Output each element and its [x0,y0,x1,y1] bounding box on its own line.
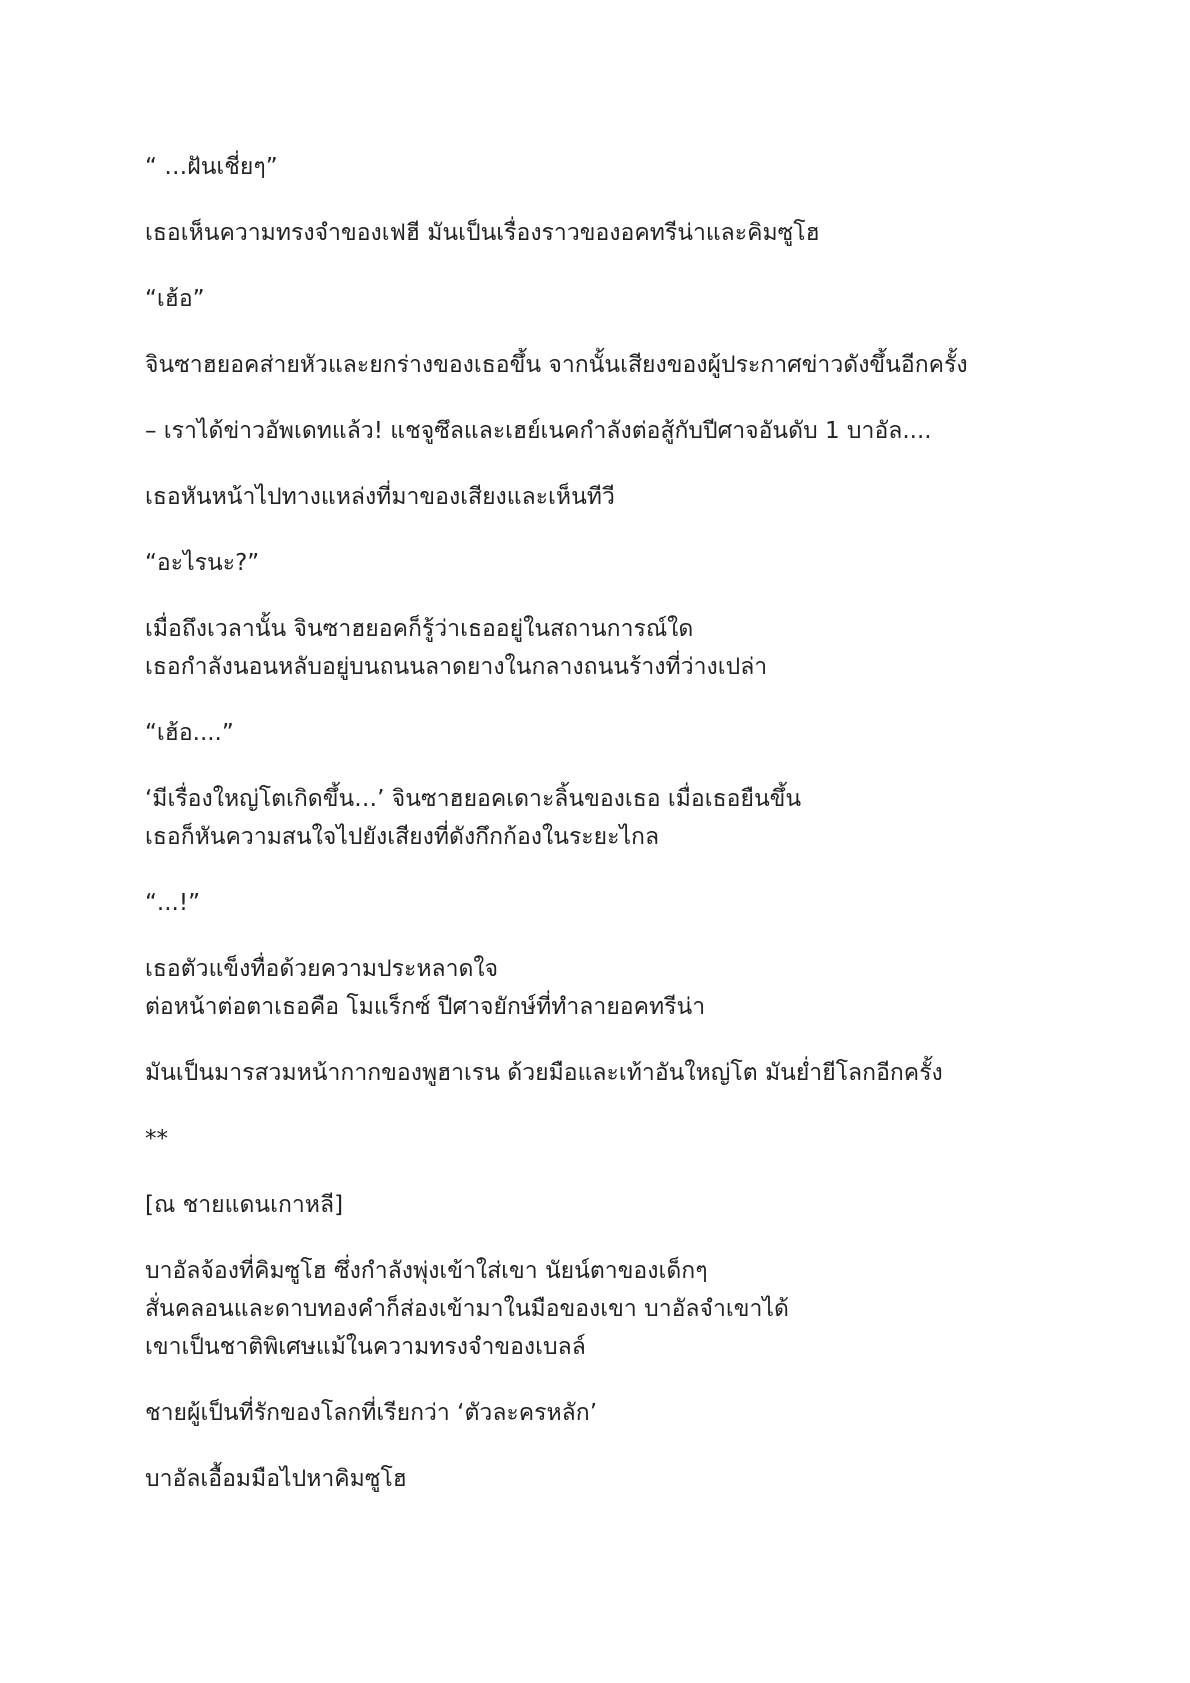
section-divider [145,1120,1105,1158]
paragraph [145,610,1105,686]
paragraph [145,280,1105,318]
text-line: เขาเป็นชาติพิเศษแม้ในความทรงจำของเบลล์ [145,1334,586,1360]
text-line: ** [145,1126,168,1152]
text-line: ‘มีเรื่องใหญ่โตเกิดขึ้น…’ จินซาฮยอคเดาะลิ้นของเธอ เมื่อเธอยืนขึ้น [145,786,802,812]
paragraph [145,950,1105,1026]
text-line: “เฮ้อ” [145,286,205,312]
text-line: จินซาฮยอคส่ายหัวและยกร่างของเธอขึ้น จากนั้นเสียงของผู้ประกาศข่าวดังขึ้นอีกครั้ง [145,352,968,378]
paragraph [145,780,1105,856]
paragraph [145,478,1105,516]
paragraph [145,1252,1105,1366]
text-line: ต่อหน้าต่อตาเธอคือ โมแร็กซ์ ปีศาจยักษ์ที่ทำลายอคทรีน่า [145,994,706,1020]
paragraph [145,346,1105,384]
paragraph [145,544,1105,582]
document-body [145,148,1105,1526]
text-line: เธอตัวแข็งทื่อด้วยความประหลาดใจ [145,956,499,982]
paragraph [145,1054,1105,1092]
text-line: เธอกำลังนอนหลับอยู่บนถนนลาดยางในกลางถนนร้างที่ว่างเปล่า [145,654,768,680]
text-line: สั่นคลอนและดาบทองคำก็ส่องเข้ามาในมือของเขา บาอัลจำเขาได้ [145,1296,789,1322]
paragraph [145,412,1105,450]
text-line: มันเป็นมารสวมหน้ากากของพูฮาเรน ด้วยมือและเท้าอันใหญ่โต มันย่ำยีโลกอีกครั้ง [145,1060,943,1086]
text-line: เธอก็หันความสนใจไปยังเสียงที่ดังกึกก้องในระยะไกล [145,824,660,850]
text-line: บาอัลเอื้อมมือไปหาคิมซูโฮ [145,1466,407,1492]
text-line: เธอเห็นความทรงจำของเฟฮี มันเป็นเรื่องราวของอคทรีน่าและคิมซูโฮ [145,220,820,246]
text-line: “...!” [145,890,200,916]
paragraph [145,884,1105,922]
text-line: ชายผู้เป็นที่รักของโลกที่เรียกว่า ‘ตัวละครหลัก’ [145,1400,598,1426]
text-line: เมื่อถึงเวลานั้น จินซาฮยอคก็รู้ว่าเธออยู่ในสถานการณ์ใด [145,616,694,642]
text-line: บาอัลจ้องที่คิมซูโฮ ซึ่งกำลังพุ่งเข้าใส่เขา นัยน์ตาของเด็กๆ [145,1258,708,1284]
text-line: “เฮ้อ....” [145,720,234,746]
paragraph [145,1394,1105,1432]
paragraph [145,148,1105,186]
paragraph [145,214,1105,252]
paragraph [145,714,1105,752]
text-line: “อะไรนะ?” [145,550,260,576]
paragraph [145,1186,1105,1224]
paragraph [145,1460,1105,1498]
text-line: “ …ฝันเชี่ยๆ” [145,154,278,180]
text-line: – เราได้ข่าวอัพเดทแล้ว! แชจูซึลและเฮย์เนคกำลังต่อสู้กับปีศาจอันดับ 1 บาอัล.... [145,418,932,444]
text-line: เธอหันหน้าไปทางแหล่งที่มาของเสียงและเห็นทีวี [145,484,615,510]
text-line: [ณ ชายแดนเกาหลี] [145,1192,344,1218]
